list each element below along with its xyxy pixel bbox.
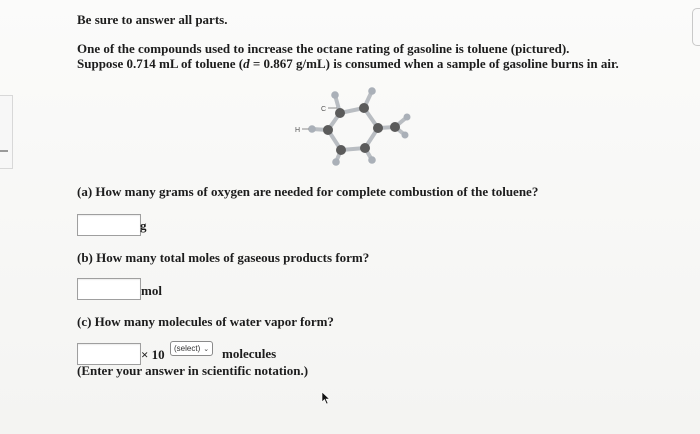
part-c-unit: molecules	[222, 346, 277, 361]
part-b-answer-input[interactable]	[77, 278, 141, 300]
instructions-text: Be sure to answer all parts.	[77, 12, 228, 27]
part-b-question: (b) How many total moles of gaseous products form?	[77, 250, 370, 265]
mouse-pointer-icon	[321, 391, 331, 405]
carbon-label: C	[321, 106, 327, 113]
problem-line-1: One of the compounds used to increase the octane rating of gasoline is toluene (pictured).	[77, 41, 570, 56]
left-edge-panel	[0, 95, 13, 169]
part-c-question: (c) How many molecules of water vapor form?	[77, 314, 334, 329]
chevron-down-icon: ⌄	[203, 345, 210, 353]
part-a-answer-input[interactable]	[77, 214, 141, 236]
problem-line-2-equation: = 0.867 g/mL) is consumed when a sample of gasoline burns in air.	[249, 56, 619, 71]
exponent-select[interactable]	[170, 341, 213, 356]
part-b-unit: mol	[141, 283, 162, 298]
problem-line-2	[77, 56, 619, 72]
side-tab[interactable]	[692, 8, 700, 46]
problem-line-2-prefix: Suppose 0.714 mL of toluene (	[77, 56, 244, 71]
times-ten-label: × 10	[141, 347, 165, 362]
scientific-notation-hint: (Enter your answer in scientific notation.)	[77, 363, 309, 378]
part-c-coefficient-input[interactable]	[77, 343, 141, 365]
left-edge-marker	[0, 150, 8, 152]
hydrogen-label: H	[295, 127, 301, 134]
exponent-select-value: (select)	[174, 344, 201, 353]
density-variable: d	[243, 56, 250, 71]
part-a-unit: g	[140, 218, 147, 233]
part-a-question: (a) How many grams of oxygen are needed for complete combustion of the toluene?	[77, 184, 539, 199]
toluene-molecule-image	[290, 86, 420, 166]
